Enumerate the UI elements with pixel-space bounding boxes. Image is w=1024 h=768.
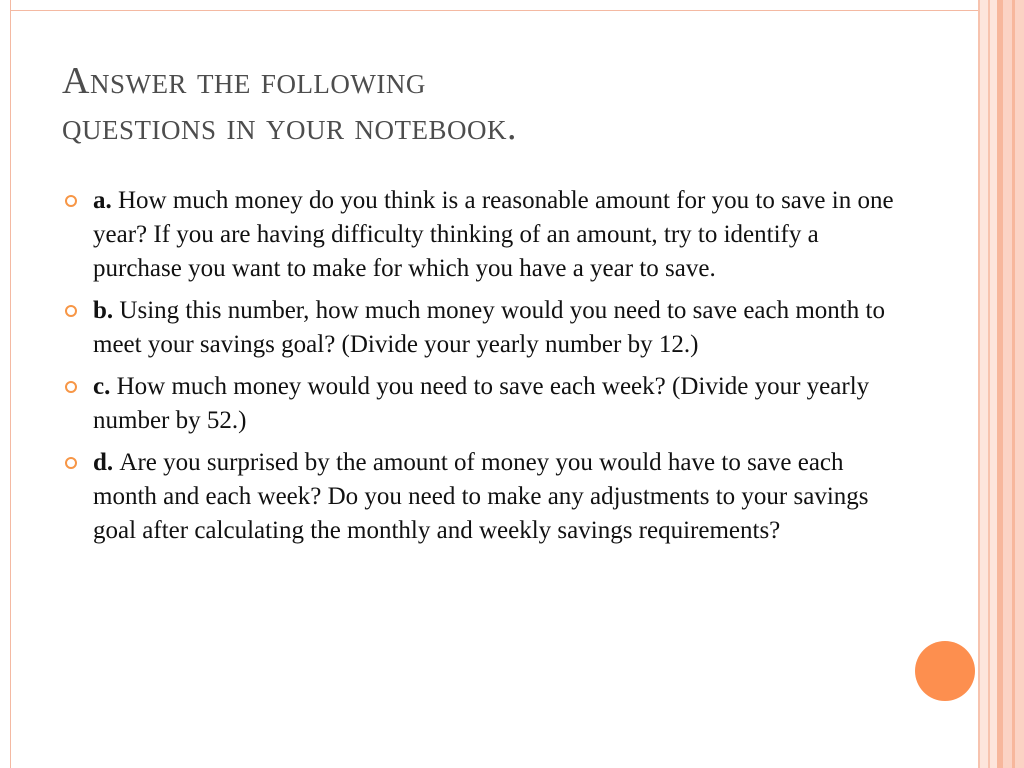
frame-top-line [10, 10, 978, 11]
frame-left-line [10, 0, 11, 768]
decorative-stripe [1012, 0, 1015, 768]
question-text: How much money do you think is a reasonable amount for you to save in one year? If you are having difficulty thinking of an amount, try to identify a purchase you want to make for which you have a year to save. [93, 187, 894, 282]
question-item-b [65, 294, 895, 362]
question-item-a [65, 184, 895, 286]
bullet-icon [65, 305, 77, 317]
bullet-icon [65, 457, 77, 469]
question-list [65, 184, 895, 556]
question-letter: a. [93, 187, 118, 214]
orange-circle-icon [915, 641, 975, 701]
question-text: Are you surprised by the amount of money you would have to save each month and each week? Do you need to make any adjustments to your savings goal after calculating the monthly and weekly savings requirements? [93, 449, 869, 544]
question-text: Using this number, how much money would you need to save each month to meet your savings goal? (Divide your yearly number by 12.) [93, 297, 885, 358]
slide-title-line-2: questions in your notebook. [62, 106, 517, 148]
question-letter: b. [93, 297, 120, 324]
question-text: How much money would you need to save each week? (Divide your yearly number by 52.) [93, 373, 870, 434]
bullet-icon [65, 381, 77, 393]
question-item-d [65, 446, 895, 548]
bullet-icon [65, 195, 77, 207]
decorative-stripe [990, 0, 997, 768]
question-letter: c. [93, 373, 117, 400]
question-item-c [65, 370, 895, 438]
slide-title-line-1: Answer the following [62, 60, 426, 102]
question-letter: d. [93, 449, 120, 476]
slide-title [62, 58, 942, 150]
decorative-stripe [980, 0, 988, 768]
